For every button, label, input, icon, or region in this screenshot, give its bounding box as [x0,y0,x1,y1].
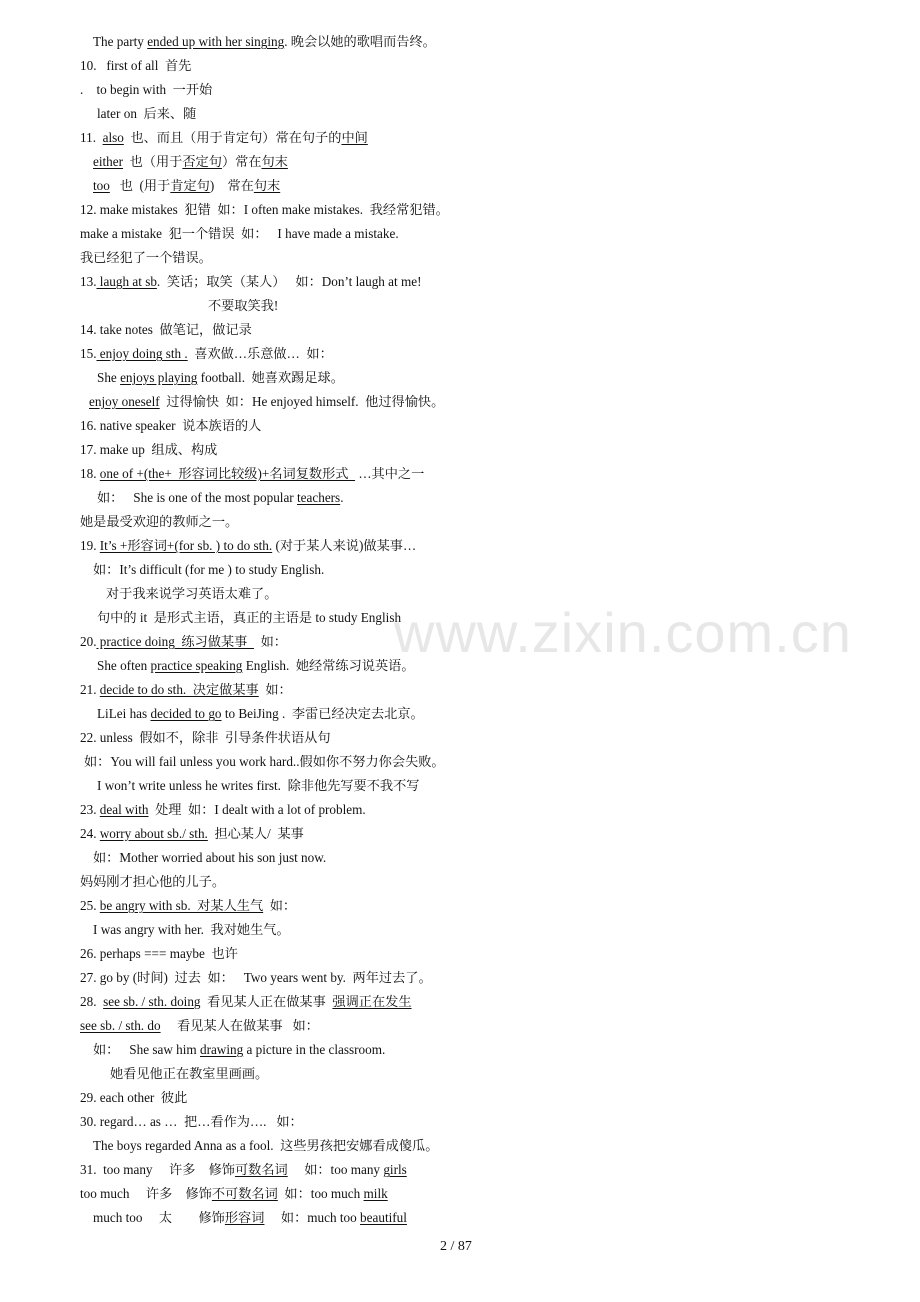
underlined-phrase: milk [363,1186,388,1201]
text-span: . to begin with 一开始 [80,82,213,97]
text-span: 我已经犯了一个错误。 [80,250,212,265]
text-span: 如： [253,634,287,649]
text-span: 15. [80,346,97,361]
text-span: 28. [80,994,104,1009]
text-span: 11. [80,130,103,145]
underlined-phrase: either [93,154,124,169]
text-span: The boys regarded Anna as a fool. 这些男孩把安娜看成傻瓜。 [93,1138,439,1153]
text-line [97,609,401,627]
text-span: 如：too many [287,1162,384,1177]
text-span: 19. [80,538,100,553]
text-span: 处理 如：I dealt with a lot of problem. [148,802,366,817]
text-span: 句中的 it 是形式主语，真正的主语是 to study English [97,610,402,625]
text-line [93,1137,438,1155]
underlined-phrase: drawing [199,1042,244,1057]
text-line [80,129,368,147]
text-line [80,513,238,531]
text-line [93,153,288,171]
text-span: 14. take notes 做笔记，做记录 [80,322,252,337]
text-span: later on 后来、随 [97,106,197,121]
text-line [80,993,412,1011]
text-span: 27. go by (时间) 过去 如： Two years went by. 两年过去了。 [80,970,432,985]
text-line [80,1089,187,1107]
text-line [93,849,326,867]
underlined-phrase: too [93,178,110,193]
text-line [80,249,212,267]
text-span: much too 太 修饰 [93,1210,225,1225]
text-span: (对于某人来说)做某事… [272,538,417,553]
text-span: . [340,490,344,505]
text-line [97,489,344,507]
text-line [80,345,333,363]
underlined-phrase: practice doing 练习做某事 [96,634,254,649]
underlined-phrase: teachers [297,490,341,505]
text-span: She [97,370,121,385]
text-span: 20. [80,634,97,649]
text-line [80,201,449,219]
text-span: 对于我来说学习英语太难了。 [106,586,278,601]
text-line [80,873,225,891]
text-span: 如： She is one of the most popular [97,490,297,505]
text-span: ）常在 [221,154,262,169]
text-line [80,537,416,555]
text-line [80,441,217,459]
text-span: 21. [80,682,100,697]
underlined-phrase: It’s +形容词+(for sb. ) to do sth. [99,538,273,553]
underlined-phrase: enjoy oneself [89,394,160,409]
text-line [97,369,344,387]
text-line [84,753,445,771]
text-line [93,33,436,51]
text-span: 也（用于 [123,154,183,169]
text-line [80,417,261,435]
text-line [97,777,419,795]
text-span: football. 她喜欢踢足球。 [197,370,344,385]
text-line [97,657,415,675]
text-line [110,1065,268,1083]
text-span: a picture in the classroom. [243,1042,386,1057]
text-span: 24. [80,826,100,841]
text-span: 也 (用于 [109,178,171,193]
text-span: 17. make up 组成、构成 [80,442,218,457]
underlined-phrase: be angry with sb. 对某人生气 [99,898,264,913]
underlined-phrase: deal with [99,802,149,817]
text-line [80,1161,407,1179]
underlined-phrase: 肯定句 [170,178,210,193]
underlined-phrase: beautiful [360,1210,407,1225]
text-line [97,705,424,723]
text-span: 如：much too [264,1210,361,1225]
text-span: 18. [80,466,100,481]
underlined-phrase: worry about sb./ sth. [99,826,208,841]
text-line [97,105,196,123]
text-span: 如：too much [277,1186,364,1201]
text-span: 如： She saw him [93,1042,200,1057]
text-span: 12. make mistakes 犯错 如：I often make mistakes. 我经常犯错。 [80,202,449,217]
text-span: She often [97,658,151,673]
underlined-phrase: also [102,130,124,145]
text-line [80,1185,388,1203]
underlined-phrase: 句末 [261,154,288,169]
text-line [80,897,296,915]
text-line [93,1209,407,1227]
text-span: 如： [258,682,292,697]
underlined-phrase: 不可数名词 [211,1186,278,1201]
text-line [106,585,277,603]
watermark: www.zixin.com.cn [394,601,852,664]
underlined-phrase: 中间 [341,130,368,145]
text-span: 看见某人正在做某事 [200,994,333,1009]
page-number: 2 / 87 [440,1239,472,1254]
text-line [80,81,212,99]
underlined-phrase: decide to do sth. 决定做某事 [99,682,259,697]
text-span: ) 常在 [209,178,254,193]
text-line [80,57,191,75]
underlined-phrase: laugh at sb [96,274,157,289]
text-span: 23. [80,802,100,817]
text-span: 看见某人在做某事 如： [160,1018,319,1033]
text-line [80,1113,303,1131]
underlined-phrase: 强调正在发生 [332,994,412,1009]
text-span: 16. native speaker 说本族语的人 [80,418,262,433]
text-span: I won’t write unless he writes first. 除非他先写要不我不写 [97,778,420,793]
underlined-phrase: 可数名词 [234,1162,288,1177]
text-span: LiLei has [97,706,151,721]
text-span: 29. each other 彼此 [80,1090,188,1105]
text-line [93,177,280,195]
text-span: 也、而且（用于肯定句）常在句子的 [123,130,342,145]
text-span: 31. too many 许多 修饰 [80,1162,235,1177]
text-line [80,969,432,987]
text-line [208,297,278,315]
text-line [80,225,399,243]
text-span: 如：It’s difficult (for me ) to study English. [93,562,325,577]
text-span: too much 许多 修饰 [80,1186,212,1201]
text-span: 妈妈刚才担心他的儿子。 [80,874,226,889]
text-line [80,801,366,819]
underlined-phrase: practice speaking [150,658,243,673]
text-span: to BeiJing . 李雷已经决定去北京。 [221,706,424,721]
text-line [80,945,238,963]
text-line [80,465,424,483]
underlined-phrase: 句末 [253,178,281,193]
text-span: 如： [263,898,297,913]
text-span: 如：Mother worried about his son just now. [93,850,327,865]
text-span: . 笑话；取笑（某人） 如：Don’t laugh at me! [156,274,422,289]
text-line [80,681,292,699]
text-span: 她看见他正在教室里画画。 [110,1066,269,1081]
text-span: 喜欢做…乐意做… 如： [187,346,333,361]
text-span: 13. [80,274,97,289]
underlined-phrase: girls [383,1162,407,1177]
text-span: . 晚会以她的歌唱而告终。 [284,34,436,49]
text-line [80,825,304,843]
underlined-phrase: 形容词 [224,1210,265,1225]
underlined-phrase: enjoy doing sth . [96,346,188,361]
text-line [93,1041,385,1059]
text-line [93,561,324,579]
underlined-phrase: one of +(the+ 形容词比较级)+名词复数形式 [99,466,356,481]
text-line [93,921,290,939]
text-line [89,393,444,411]
text-span: make a mistake 犯一个错误 如： I have made a mistake. [80,226,399,241]
text-span: 26. perhaps === maybe 也许 [80,946,238,961]
text-span: 30. regard… as … 把…看作为…. 如： [80,1114,303,1129]
underlined-phrase: ended up with her singing [147,34,285,49]
text-span: 她是最受欢迎的教师之一。 [80,514,239,529]
text-span: The party [93,34,148,49]
text-span: English. 她经常练习说英语。 [242,658,415,673]
text-span: 过得愉快 如：He enjoyed himself. 他过得愉快。 [159,394,445,409]
text-line [80,633,287,651]
underlined-phrase: decided to go [150,706,222,721]
text-span: 22. unless 假如不，除非 引导条件状语从句 [80,730,331,745]
underlined-phrase: 否定句 [182,154,222,169]
text-span: 担心某人/ 某事 [207,826,304,841]
text-span: 25. [80,898,100,913]
text-line [80,1017,319,1035]
underlined-phrase: see sb. / sth. do [80,1018,161,1033]
underlined-phrase: see sb. / sth. doing [103,994,201,1009]
text-line [80,729,331,747]
text-span: 如：You will fail unless you work hard..假如你不努力你会失败。 [84,754,445,769]
text-line [80,273,422,291]
text-span: I was angry with her. 我对她生气。 [93,922,290,937]
text-span: 不要取笑我! [208,298,279,313]
text-span: …其中之一 [355,466,425,481]
text-line [80,321,252,339]
text-span: 10. first of all 首先 [80,58,192,73]
underlined-phrase: enjoys playing [120,370,198,385]
